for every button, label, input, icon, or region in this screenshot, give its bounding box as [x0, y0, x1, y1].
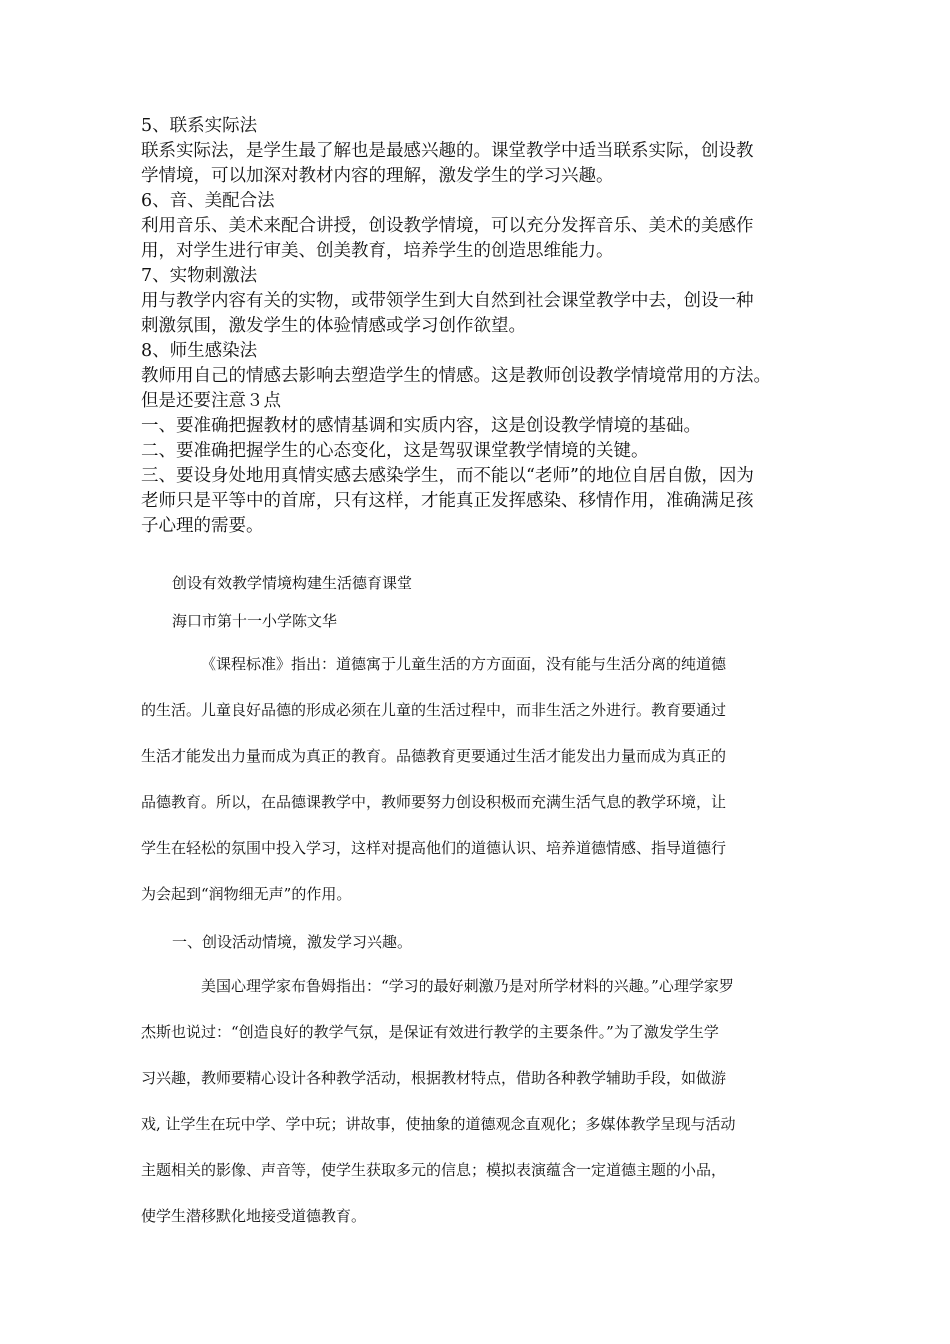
- method-heading: 8、师生感染法: [141, 341, 258, 361]
- text-line: 利用音乐、美术来配合讲授，创设教学情境，可以充分发挥音乐、美术的美感作: [141, 216, 754, 236]
- text-line: 用，对学生进行审美、创美教育，培养学生的创造思维能力。: [141, 241, 614, 261]
- text-line: 二、要准确把握学生的心态变化，这是驾驭课堂教学情境的关键。: [141, 441, 649, 461]
- text-line: 子心理的需要。: [141, 516, 264, 536]
- text-line: 生活才能发出力量而成为真正的教育。品德教育更要通过生活才能发出力量而成为真正的: [141, 747, 727, 765]
- text-line: 美国心理学家布鲁姆指出：“学习的最好刺激乃是对所学材料的兴趣。”心理学家罗: [201, 977, 734, 995]
- text-line: 三、要设身处地用真情实感去感染学生，而不能以“老师”的地位自居自傲，因为: [141, 466, 754, 486]
- text-line: 《课程标准》指出：道德寓于儿童生活的方方面面，没有能与生活分离的纯道德: [201, 655, 727, 673]
- text-line: 联系实际法，是学生最了解也是最感兴趣的。课堂教学中适当联系实际，创设教: [141, 141, 754, 161]
- text-line: 一、要准确把握教材的感情基调和实质内容，这是创设教学情境的基础。: [141, 416, 701, 436]
- text-line: 学情境，可以加深对教材内容的理解，激发学生的学习兴趣。: [141, 166, 614, 186]
- article-title: 创设有效教学情境构建生活德育课堂: [172, 574, 413, 592]
- article-author: 海口市第十一小学陈文华: [172, 612, 338, 630]
- text-line: 主题相关的影像、声音等，使学生获取多元的信息；模拟表演蕴含一定道德主题的小品，: [141, 1161, 727, 1179]
- method-heading: 7、实物刺激法: [141, 266, 258, 286]
- text-line: 用与教学内容有关的实物，或带领学生到大自然到社会课堂教学中去，创设一种: [141, 291, 754, 311]
- text-line: 的生活。儿童良好品德的形成必须在儿童的生活过程中，而非生活之外进行。教育要通过: [141, 701, 727, 719]
- text-line: 教师用自己的情感去影响去塑造学生的情感。这是教师创设教学情境常用的方法。: [141, 366, 771, 386]
- text-line: 杰斯也说过：“创造良好的教学气氛，是保证有效进行教学的主要条件。”为了激发学生学: [141, 1023, 719, 1041]
- text-line: 为会起到“润物细无声”的作用。: [141, 885, 352, 903]
- section-heading: 一、创设活动情境，激发学习兴趣。: [172, 933, 413, 951]
- method-heading: 6、音、美配合法: [141, 191, 275, 211]
- text-line: 刺激氛围，激发学生的体验情感或学习创作欲望。: [141, 316, 526, 336]
- method-heading: 5、联系实际法: [141, 116, 258, 136]
- text-line: 品德教育。所以，在品德课教学中，教师要努力创设积极而充满生活气息的教学环境，让: [141, 793, 727, 811]
- text-line: 学生在轻松的氛围中投入学习，这样对提高他们的道德认识、培养道德情感、指导道德行: [141, 839, 727, 857]
- text-line: 习兴趣，教师要精心设计各种教学活动，根据教材特点，借助各种教学辅助手段，如做游: [141, 1069, 727, 1087]
- teaching-methods-section: [141, 114, 831, 539]
- text-line: 戏, 让学生在玩中学、学中玩；讲故事，使抽象的道德观念直观化；多媒体教学呈现与活动: [141, 1115, 736, 1133]
- text-line: 但是还要注意３点: [141, 391, 281, 411]
- text-line: 使学生潜移默化地接受道德教育。: [141, 1207, 367, 1225]
- text-line: 老师只是平等中的首席，只有这样，才能真正发挥感染、移情作用，准确满足孩: [141, 491, 754, 511]
- paragraph-interest: [141, 963, 831, 1239]
- paragraph-curriculum: [141, 641, 831, 917]
